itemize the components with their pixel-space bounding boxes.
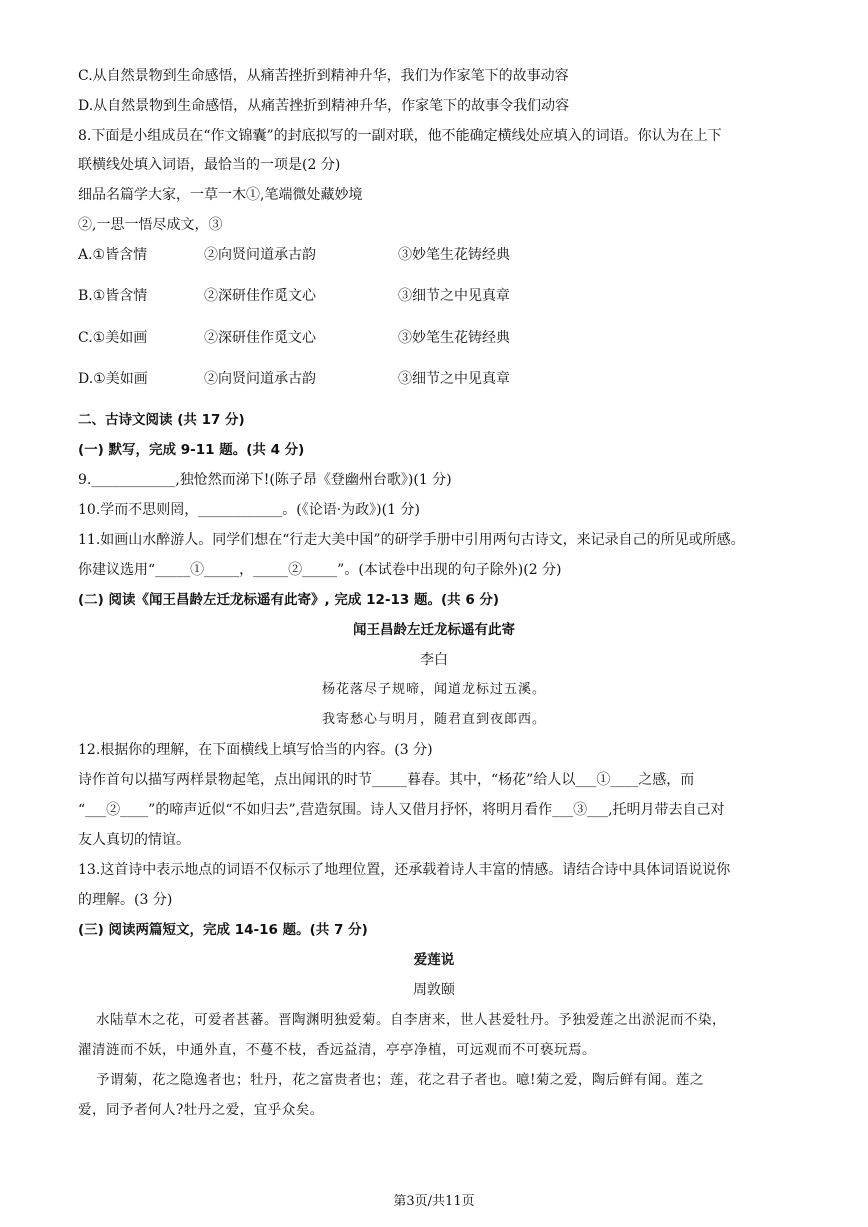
page-number: 第3页/共11页 (393, 1194, 475, 1209)
q11-line1: 11.如画山水醉游人。同学们想在“行走大美中国”的研学手册中引用两句古诗文，来记录自己的所见或所感。 (78, 532, 745, 548)
q11-line2: 你建议选用“_____①_____，_____②_____”。(本试卷中出现的句子除外)(2 分) (78, 562, 562, 578)
essay-paragraph-2-line2: 爱，同予者何人?牡丹之爱，宜乎众矣。 (78, 1102, 324, 1118)
section-2-heading: 二、古诗文阅读 (共 17 分) (78, 412, 245, 428)
q8-stem-line2: 联横线处填入词语，最恰当的一项是(2 分) (78, 157, 341, 173)
q13-line2: 的理解。(3 分) (78, 892, 173, 908)
option-part-2: ②向贤问道承古韵 (204, 247, 316, 263)
essay-paragraph-1-line2: 濯清涟而不妖，中通外直，不蔓不枝，香远益清，亭亭净植，可远观而不可亵玩焉。 (78, 1042, 596, 1058)
q7-option-d: D.从自然景物到生命感悟，从痛苦挫折到精神升华，作家笔下的故事令我们动容 (78, 98, 570, 114)
option-part-2: ②深研佳作觅文心 (204, 330, 316, 346)
poem-author: 李白 (420, 652, 448, 668)
option-part-3: ③妙笔生花铸经典 (398, 330, 510, 346)
q13-line1: 13.这首诗中表示地点的词语不仅标示了地理位置，还承载着诗人丰富的情感。请结合诗中具体词语说说你 (78, 862, 731, 878)
part-3-heading: (三) 阅读两篇短文，完成 14-16 题。(共 7 分) (78, 922, 368, 938)
q12-line2: 诗作首句以描写两样景物起笔，点出闻讯的时节_____暮春。其中，“杨花”给人以___①____之感，而 (78, 772, 695, 788)
option-part-1: A.①皆含情 (78, 247, 148, 263)
q7-option-c: C.从自然景物到生命感悟，从痛苦挫折到精神升华，我们为作家笔下的故事动容 (78, 68, 569, 84)
essay-title: 爱莲说 (413, 952, 455, 968)
q12-line3: “___②____”的啼声近似“不如归去”,营造氛围。诗人又借月抒怀，将明月看作___③___,托明月带去自己对 (78, 802, 725, 818)
poem-line-2: 我寄愁心与明月，随君直到夜郎西。 (321, 712, 546, 727)
essay-paragraph-2-line1: 予谓菊，花之隐逸者也；牡丹，花之富贵者也；莲，花之君子者也。噫!菊之爱，陶后鲜有闻。莲之 (96, 1072, 704, 1088)
option-part-2: ②向贤问道承古韵 (204, 371, 316, 387)
poem-line-1: 杨花落尽子规啼，闻道龙标过五溪。 (321, 682, 546, 697)
q12-line4: 友人真切的情谊。 (78, 832, 190, 848)
option-part-1: C.①美如画 (78, 330, 148, 346)
option-part-3: ③妙笔生花铸经典 (398, 247, 510, 263)
part-1-heading: (一) 默写，完成 9-11 题。(共 4 分) (78, 442, 305, 458)
option-part-2: ②深研佳作觅文心 (204, 288, 316, 304)
essay-paragraph-1-line1: 水陆草木之花，可爱者甚蕃。晋陶渊明独爱菊。自李唐来，世人甚爱牡丹。予独爱莲之出淤泥而不染， (96, 1012, 726, 1028)
poem-title: 闻王昌龄左迁龙标遥有此寄 (353, 622, 515, 638)
option-part-3: ③细节之中见真章 (398, 288, 510, 304)
essay-author: 周敦颐 (413, 982, 455, 998)
part-2-heading: (二) 阅读《闻王昌龄左迁龙标遥有此寄》, 完成 12-13 题。(共 6 分) (78, 592, 500, 608)
q9: 9.____________,独怆然而涕下!(陈子昂《登幽州台歌》)(1 分) (78, 472, 452, 488)
option-part-3: ③细节之中见真章 (398, 371, 510, 387)
q12-stem: 12.根据你的理解，在下面横线上填写恰当的内容。(3 分) (78, 742, 433, 758)
couplet-upper: 细品名篇学大家，一草一木①,笔端微处藏妙境 (78, 187, 363, 203)
q10: 10.学而不思则罔，____________。(《论语·为政》)(1 分) (78, 502, 420, 518)
couplet-lower: ②,一思一悟尽成文，③ (78, 217, 223, 233)
option-part-1: D.①美如画 (78, 371, 148, 387)
q8-stem-line1: 8.下面是小组成员在“作文锦囊”的封底拟写的一副对联，他不能确定横线处应填入的词语。你认为在上下 (78, 128, 722, 144)
option-part-1: B.①皆含情 (78, 288, 148, 304)
